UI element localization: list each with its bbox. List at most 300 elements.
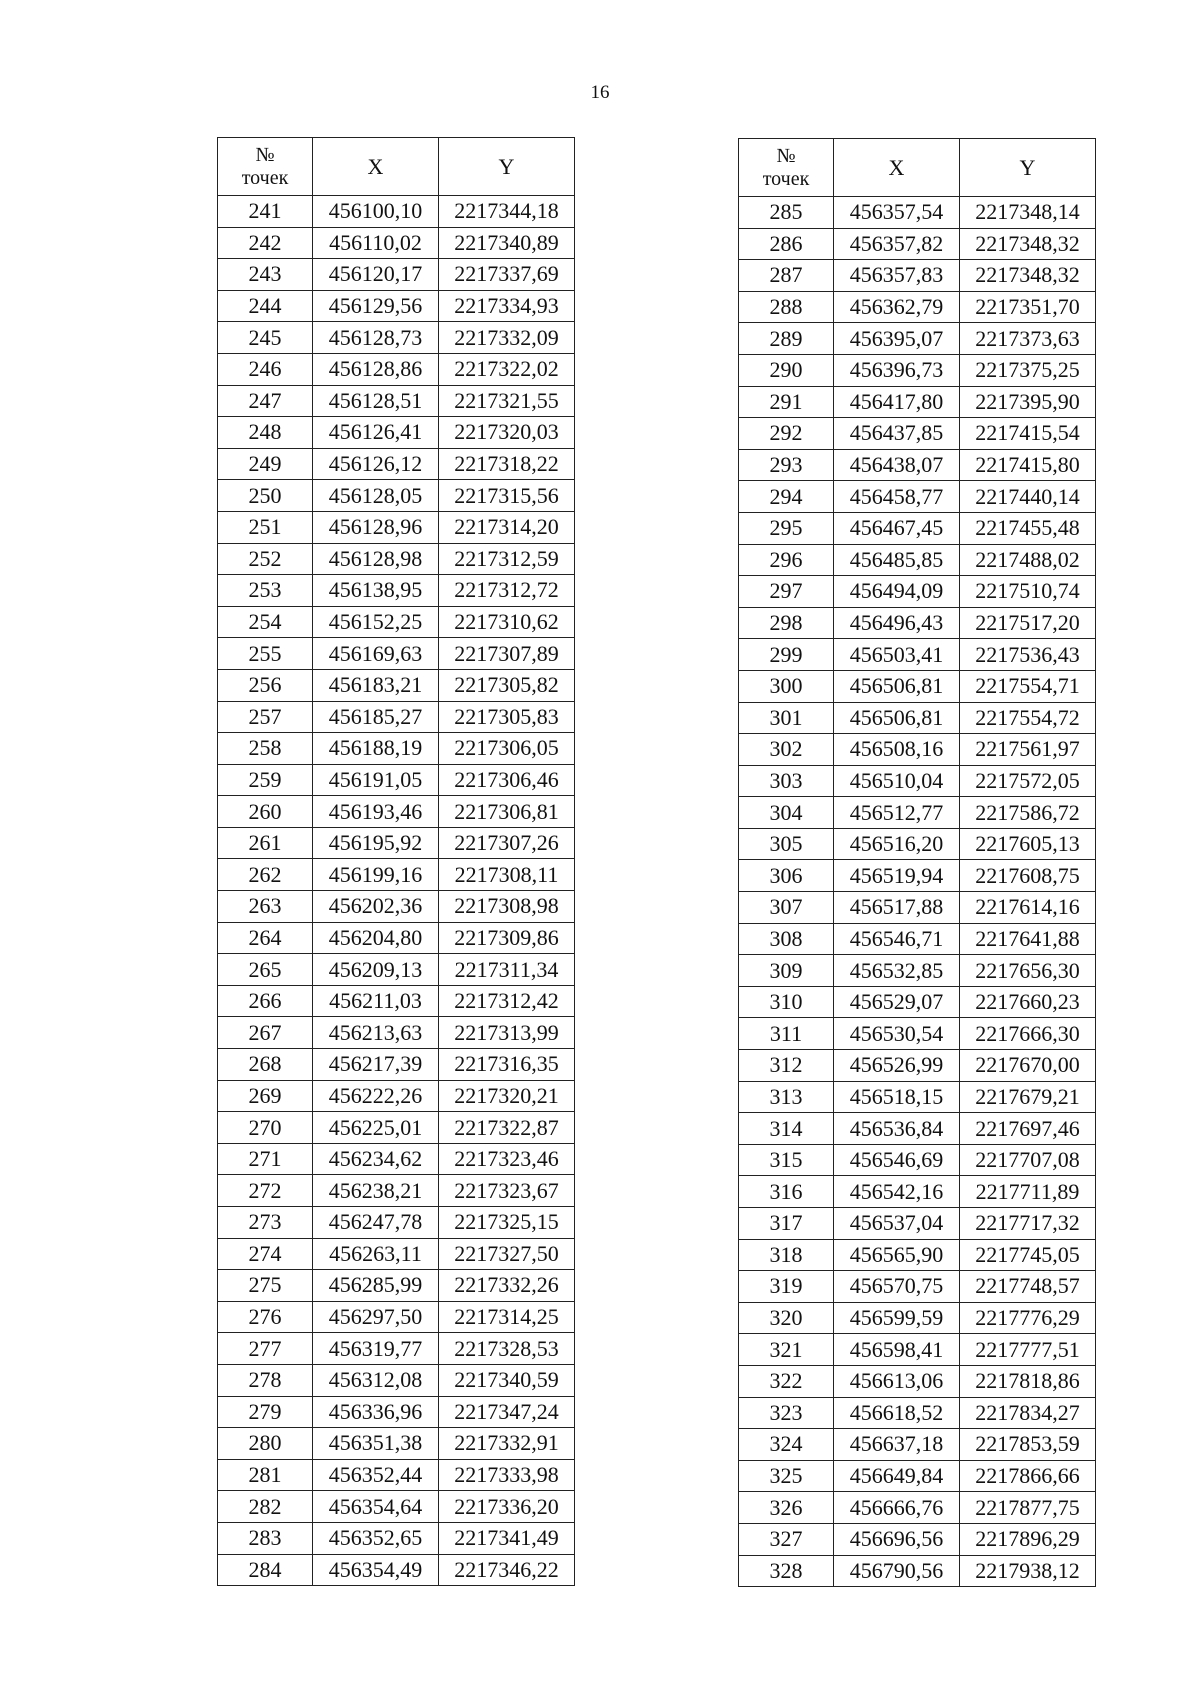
cell-y: 2217554,72 [960,702,1096,734]
cell-point-number: 302 [739,734,834,766]
header-x: X [313,138,439,196]
cell-point-number: 323 [739,1397,834,1429]
table-row [739,1334,1096,1366]
cell-point-number: 312 [739,1050,834,1082]
cell-x: 456126,12 [313,448,439,480]
table-row [739,1365,1096,1397]
table-row [218,954,575,986]
table-row [739,512,1096,544]
cell-point-number: 279 [218,1396,313,1428]
cell-point-number: 287 [739,260,834,292]
table-row [739,1555,1096,1587]
table-row [218,764,575,796]
cell-x: 456357,83 [834,260,960,292]
cell-x: 456696,56 [834,1523,960,1555]
cell-y: 2217322,87 [439,1112,575,1144]
table-row [739,1397,1096,1429]
cell-y: 2217340,59 [439,1364,575,1396]
table-row [218,1080,575,1112]
table-row [218,227,575,259]
cell-x: 456191,05 [313,764,439,796]
cell-x: 456518,15 [834,1081,960,1113]
table-row [218,827,575,859]
cell-y: 2217340,89 [439,227,575,259]
cell-y: 2217320,21 [439,1080,575,1112]
table-row [218,638,575,670]
table-row [218,575,575,607]
table-row [218,1554,575,1586]
cell-point-number: 321 [739,1334,834,1366]
cell-x: 456354,64 [313,1491,439,1523]
cell-y: 2217310,62 [439,606,575,638]
cell-point-number: 320 [739,1302,834,1334]
cell-y: 2217314,25 [439,1301,575,1333]
cell-y: 2217440,14 [960,481,1096,513]
cell-y: 2217325,15 [439,1207,575,1239]
cell-x: 456128,73 [313,322,439,354]
cell-x: 456202,36 [313,891,439,923]
cell-x: 456193,46 [313,796,439,828]
cell-x: 456352,44 [313,1459,439,1491]
table-row [218,1049,575,1081]
cell-point-number: 295 [739,512,834,544]
header-num-sign: № [776,144,796,167]
cell-y: 2217348,32 [960,260,1096,292]
cell-y: 2217641,88 [960,923,1096,955]
cell-y: 2217334,93 [439,290,575,322]
table-row [218,353,575,385]
table-row [739,702,1096,734]
cell-point-number: 266 [218,985,313,1017]
cell-point-number: 280 [218,1428,313,1460]
cell-x: 456357,54 [834,197,960,229]
cell-x: 456519,94 [834,860,960,892]
cell-x: 456128,51 [313,385,439,417]
cell-x: 456285,99 [313,1270,439,1302]
cell-y: 2217455,48 [960,512,1096,544]
cell-y: 2217517,20 [960,607,1096,639]
table-row [218,480,575,512]
cell-point-number: 319 [739,1271,834,1303]
table-header-row [739,139,1096,197]
cell-x: 456195,92 [313,827,439,859]
cell-x: 456637,18 [834,1429,960,1461]
table-row [739,291,1096,323]
cell-x: 456649,84 [834,1460,960,1492]
cell-y: 2217314,20 [439,511,575,543]
cell-point-number: 269 [218,1080,313,1112]
cell-x: 456485,85 [834,544,960,576]
cell-point-number: 306 [739,860,834,892]
table-row [739,670,1096,702]
cell-x: 456319,77 [313,1333,439,1365]
cell-point-number: 316 [739,1176,834,1208]
cell-y: 2217309,86 [439,922,575,954]
cell-x: 456211,03 [313,985,439,1017]
table-row [739,765,1096,797]
cell-point-number: 281 [218,1459,313,1491]
cell-point-number: 301 [739,702,834,734]
cell-point-number: 253 [218,575,313,607]
table-row [739,1239,1096,1271]
cell-y: 2217311,34 [439,954,575,986]
cell-point-number: 328 [739,1555,834,1587]
cell-x: 456126,41 [313,417,439,449]
cell-x: 456395,07 [834,323,960,355]
coordinates-table-left [217,137,575,1586]
cell-y: 2217336,20 [439,1491,575,1523]
cell-point-number: 271 [218,1143,313,1175]
cell-y: 2217308,11 [439,859,575,891]
cell-x: 456506,81 [834,670,960,702]
cell-y: 2217866,66 [960,1460,1096,1492]
cell-y: 2217305,82 [439,669,575,701]
cell-y: 2217572,05 [960,765,1096,797]
cell-y: 2217748,57 [960,1271,1096,1303]
cell-point-number: 268 [218,1049,313,1081]
cell-x: 456352,65 [313,1522,439,1554]
cell-y: 2217745,05 [960,1239,1096,1271]
table-row [739,923,1096,955]
cell-x: 456312,08 [313,1364,439,1396]
cell-y: 2217332,26 [439,1270,575,1302]
cell-point-number: 303 [739,765,834,797]
table-row [218,891,575,923]
header-y: Y [439,138,575,196]
cell-y: 2217896,29 [960,1523,1096,1555]
cell-y: 2217318,22 [439,448,575,480]
cell-x: 456185,27 [313,701,439,733]
cell-point-number: 289 [739,323,834,355]
cell-x: 456354,49 [313,1554,439,1586]
cell-y: 2217605,13 [960,828,1096,860]
table-row [739,828,1096,860]
cell-x: 456598,41 [834,1334,960,1366]
table-row [739,1429,1096,1461]
cell-y: 2217853,59 [960,1429,1096,1461]
table-row [739,481,1096,513]
cell-y: 2217312,59 [439,543,575,575]
cell-x: 456494,09 [834,576,960,608]
table-row [739,797,1096,829]
table-row [739,197,1096,229]
cell-y: 2217341,49 [439,1522,575,1554]
cell-point-number: 256 [218,669,313,701]
cell-y: 2217337,69 [439,259,575,291]
cell-point-number: 286 [739,228,834,260]
cell-point-number: 260 [218,796,313,828]
cell-point-number: 251 [218,511,313,543]
cell-point-number: 274 [218,1238,313,1270]
cell-y: 2217321,55 [439,385,575,417]
table-row [739,1050,1096,1082]
cell-point-number: 300 [739,670,834,702]
cell-y: 2217328,53 [439,1333,575,1365]
cell-y: 2217344,18 [439,196,575,228]
cell-y: 2217777,51 [960,1334,1096,1366]
table-row [218,1017,575,1049]
header-num-word: точек [762,167,810,190]
cell-point-number: 250 [218,480,313,512]
cell-point-number: 276 [218,1301,313,1333]
cell-y: 2217347,24 [439,1396,575,1428]
cell-y: 2217488,02 [960,544,1096,576]
cell-point-number: 310 [739,986,834,1018]
cell-point-number: 272 [218,1175,313,1207]
cell-y: 2217327,50 [439,1238,575,1270]
cell-x: 456546,69 [834,1144,960,1176]
cell-y: 2217373,63 [960,323,1096,355]
header-x: X [834,139,960,197]
table-row [218,1364,575,1396]
cell-point-number: 294 [739,481,834,513]
cell-y: 2217818,86 [960,1365,1096,1397]
table-row [739,639,1096,671]
cell-y: 2217312,72 [439,575,575,607]
table-row [739,1081,1096,1113]
cell-y: 2217670,00 [960,1050,1096,1082]
cell-point-number: 246 [218,353,313,385]
table-row [218,417,575,449]
table-row [218,1428,575,1460]
cell-x: 456790,56 [834,1555,960,1587]
cell-y: 2217323,67 [439,1175,575,1207]
cell-x: 456570,75 [834,1271,960,1303]
table-row [739,576,1096,608]
cell-x: 456217,39 [313,1049,439,1081]
cell-point-number: 326 [739,1492,834,1524]
cell-y: 2217307,89 [439,638,575,670]
cell-x: 456532,85 [834,955,960,987]
cell-y: 2217322,02 [439,353,575,385]
cell-y: 2217660,23 [960,986,1096,1018]
table-row [218,1491,575,1523]
table-row [739,544,1096,576]
cell-x: 456129,56 [313,290,439,322]
cell-point-number: 296 [739,544,834,576]
cell-point-number: 284 [218,1554,313,1586]
cell-x: 456222,26 [313,1080,439,1112]
table-row [739,354,1096,386]
cell-point-number: 288 [739,291,834,323]
table-header-row [218,138,575,196]
cell-x: 456496,43 [834,607,960,639]
cell-y: 2217308,98 [439,891,575,923]
cell-y: 2217346,22 [439,1554,575,1586]
table-row [218,1396,575,1428]
table-row [218,511,575,543]
cell-point-number: 248 [218,417,313,449]
cell-point-number: 265 [218,954,313,986]
cell-x: 456438,07 [834,449,960,481]
cell-point-number: 308 [739,923,834,955]
table-row [218,1143,575,1175]
cell-point-number: 262 [218,859,313,891]
table-row [218,1238,575,1270]
table-row [218,322,575,354]
cell-x: 456238,21 [313,1175,439,1207]
cell-x: 456599,59 [834,1302,960,1334]
cell-point-number: 258 [218,733,313,765]
table-row [739,260,1096,292]
cell-point-number: 244 [218,290,313,322]
cell-y: 2217305,83 [439,701,575,733]
table-row [739,860,1096,892]
cell-point-number: 327 [739,1523,834,1555]
cell-point-number: 298 [739,607,834,639]
table-row [218,385,575,417]
cell-y: 2217536,43 [960,639,1096,671]
page-number: 16 [590,82,610,103]
table-row [218,196,575,228]
cell-y: 2217395,90 [960,386,1096,418]
cell-x: 456417,80 [834,386,960,418]
header-num-word: точек [241,166,289,189]
cell-point-number: 264 [218,922,313,954]
table-row [739,1523,1096,1555]
table-row [739,1460,1096,1492]
cell-y: 2217415,80 [960,449,1096,481]
table-row [218,733,575,765]
cell-y: 2217561,97 [960,734,1096,766]
cell-x: 456666,76 [834,1492,960,1524]
cell-point-number: 325 [739,1460,834,1492]
cell-y: 2217375,25 [960,354,1096,386]
cell-y: 2217679,21 [960,1081,1096,1113]
table-row [739,607,1096,639]
header-y: Y [960,139,1096,197]
cell-y: 2217877,75 [960,1492,1096,1524]
cell-x: 456506,81 [834,702,960,734]
cell-y: 2217717,32 [960,1208,1096,1240]
cell-x: 456396,73 [834,354,960,386]
cell-x: 456128,96 [313,511,439,543]
cell-x: 456336,96 [313,1396,439,1428]
cell-point-number: 297 [739,576,834,608]
table-row [218,259,575,291]
cell-x: 456542,16 [834,1176,960,1208]
cell-point-number: 282 [218,1491,313,1523]
cell-point-number: 324 [739,1429,834,1461]
cell-y: 2217938,12 [960,1555,1096,1587]
table-row [218,290,575,322]
cell-x: 456613,06 [834,1365,960,1397]
cell-x: 456526,99 [834,1050,960,1082]
table-row [739,1208,1096,1240]
table-row [739,986,1096,1018]
cell-point-number: 267 [218,1017,313,1049]
cell-x: 456209,13 [313,954,439,986]
table-row [739,418,1096,450]
cell-point-number: 290 [739,354,834,386]
cell-y: 2217348,32 [960,228,1096,260]
cell-x: 456225,01 [313,1112,439,1144]
table-row [218,922,575,954]
cell-x: 456618,52 [834,1397,960,1429]
cell-point-number: 315 [739,1144,834,1176]
cell-y: 2217320,03 [439,417,575,449]
table-row [739,955,1096,987]
cell-point-number: 275 [218,1270,313,1302]
cell-y: 2217614,16 [960,892,1096,924]
cell-point-number: 257 [218,701,313,733]
cell-y: 2217306,05 [439,733,575,765]
cell-x: 456530,54 [834,1018,960,1050]
cell-point-number: 307 [739,892,834,924]
cell-point-number: 299 [739,639,834,671]
cell-y: 2217697,46 [960,1113,1096,1145]
table-row [739,1144,1096,1176]
cell-x: 456188,19 [313,733,439,765]
cell-point-number: 292 [739,418,834,450]
cell-y: 2217313,99 [439,1017,575,1049]
cell-y: 2217776,29 [960,1302,1096,1334]
cell-y: 2217306,46 [439,764,575,796]
cell-x: 456362,79 [834,291,960,323]
cell-x: 456169,63 [313,638,439,670]
cell-x: 456458,77 [834,481,960,513]
cell-x: 456128,98 [313,543,439,575]
cell-point-number: 278 [218,1364,313,1396]
cell-point-number: 245 [218,322,313,354]
cell-x: 456152,25 [313,606,439,638]
table-row [218,606,575,638]
cell-point-number: 293 [739,449,834,481]
cell-x: 456138,95 [313,575,439,607]
cell-x: 456120,17 [313,259,439,291]
header-num-sign: № [255,143,275,166]
cell-point-number: 270 [218,1112,313,1144]
table-row [739,1492,1096,1524]
cell-y: 2217332,09 [439,322,575,354]
cell-y: 2217711,89 [960,1176,1096,1208]
table-row [739,449,1096,481]
cell-x: 456529,07 [834,986,960,1018]
table-row [739,386,1096,418]
table-row [218,796,575,828]
cell-y: 2217510,74 [960,576,1096,608]
table-row [739,1271,1096,1303]
cell-point-number: 314 [739,1113,834,1145]
table-row [218,859,575,891]
cell-point-number: 263 [218,891,313,923]
cell-y: 2217351,70 [960,291,1096,323]
cell-point-number: 247 [218,385,313,417]
cell-point-number: 311 [739,1018,834,1050]
cell-x: 456516,20 [834,828,960,860]
cell-x: 456199,16 [313,859,439,891]
cell-x: 456110,02 [313,227,439,259]
cell-x: 456546,71 [834,923,960,955]
cell-y: 2217707,08 [960,1144,1096,1176]
cell-point-number: 285 [739,197,834,229]
table-row [218,1175,575,1207]
table-row [739,323,1096,355]
cell-point-number: 254 [218,606,313,638]
table-row [218,543,575,575]
cell-point-number: 304 [739,797,834,829]
cell-point-number: 322 [739,1365,834,1397]
header-point-number [739,139,834,197]
cell-point-number: 305 [739,828,834,860]
cell-x: 456512,77 [834,797,960,829]
cell-x: 456204,80 [313,922,439,954]
cell-point-number: 318 [739,1239,834,1271]
cell-point-number: 249 [218,448,313,480]
cell-point-number: 261 [218,827,313,859]
table-row [218,1522,575,1554]
coordinates-table-right [738,138,1096,1587]
